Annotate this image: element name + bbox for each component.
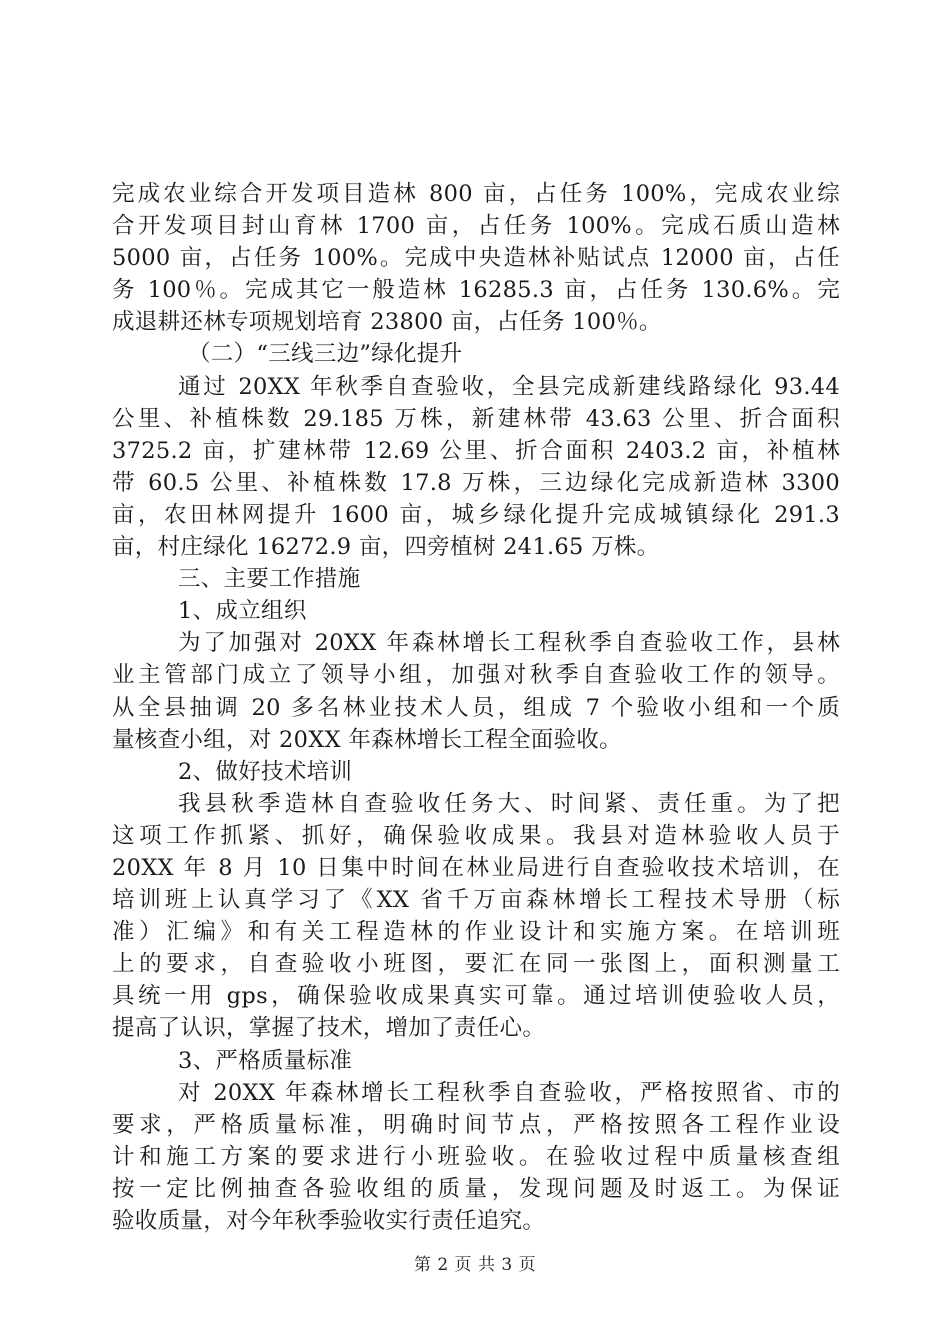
- text-line: 上的要求，自查验收小班图，要汇在同一张图上，面积测量工: [112, 951, 840, 978]
- text-line: 量核查小组，对 20XX 年森林增长工程全面验收。: [112, 726, 622, 753]
- text-line: 为了加强对 20XX 年森林增长工程秋季自查验收工作，县林: [178, 630, 840, 657]
- text-line: 亩，农田林网提升 1600 亩，城乡绿化提升完成城镇绿化 291.3: [112, 501, 840, 528]
- text-line: 5000 亩，占任务 100%。完成中央造林补贴试点 12000 亩，占任: [112, 245, 840, 272]
- section-heading: 三、主要工作措施: [178, 566, 361, 593]
- text-line: 提高了认识，掌握了技术，增加了责任心。: [112, 1015, 546, 1042]
- section-heading: （二）“三线三边”绿化提升: [188, 341, 463, 368]
- text-line: 计和施工方案的要求进行小班验收。在验收过程中质量核查组: [112, 1143, 840, 1170]
- text-line: 验收质量，对今年秋季验收实行责任追究。: [112, 1208, 546, 1234]
- text-line: 完成农业综合开发项目造林 800 亩，占任务 100%，完成农业综: [112, 181, 840, 207]
- text-line: 带 60.5 公里、补植株数 17.8 万株，三边绿化完成新造林 3300: [112, 469, 840, 496]
- text-line: 按一定比例抽查各验收组的质量，发现问题及时返工。为保证: [112, 1175, 840, 1202]
- text-line: 20XX 年 8 月 10 日集中时间在林业局进行自查验收技术培训，在: [112, 854, 840, 881]
- text-line: 通过 20XX 年秋季自查验收，全县完成新建线路绿化 93.44: [178, 373, 840, 400]
- text-line: 这项工作抓紧、抓好，确保验收成果。我县对造林验收人员于: [112, 822, 840, 849]
- text-line: 合开发项目封山育林 1700 亩，占任务 100%。完成石质山造林: [112, 213, 840, 240]
- text-line: 准）汇编》和有关工程造林的作业设计和实施方案。在培训班: [112, 919, 840, 946]
- text-line: 成退耕还林专项规划培育 23800 亩，占任务 100％。: [112, 309, 662, 336]
- subsection-heading: 3、严格质量标准: [178, 1047, 353, 1074]
- text-line: 要求，严格质量标准，明确时间节点，严格按照各工程作业设: [112, 1111, 840, 1138]
- page-footer: 第 2 页 共 3 页: [413, 1255, 537, 1275]
- text-line: 3725.2 亩，扩建林带 12.69 公里、折合面积 2403.2 亩，补植林: [112, 437, 840, 464]
- text-line: 亩，村庄绿化 16272.9 亩，四旁植树 241.65 万株。: [112, 534, 660, 561]
- text-line: 对 20XX 年森林增长工程秋季自查验收，严格按照省、市的: [178, 1079, 840, 1106]
- document-body: [112, 178, 840, 1237]
- subsection-heading: 1、成立组织: [178, 598, 307, 625]
- text-line: 我县秋季造林自查验收任务大、时间紧、责任重。为了把: [178, 790, 840, 817]
- text-line: 业主管部门成立了领导小组，加强对秋季自查验收工作的领导。: [112, 662, 840, 689]
- text-line: 具统一用 gps，确保验收成果真实可靠。通过培训使验收人员，: [112, 983, 840, 1010]
- text-line: 务 100％。完成其它一般造林 16285.3 亩，占任务 130.6%。完: [112, 277, 840, 304]
- subsection-heading: 2、做好技术培训: [178, 758, 353, 785]
- text-line: 公里、补植株数 29.185 万株，新建林带 43.63 公里、折合面积: [112, 405, 840, 432]
- text-line: 培训班上认真学习了《XX 省千万亩森林增长工程技术导册（标: [112, 887, 840, 914]
- text-line: 从全县抽调 20 多名林业技术人员，组成 7 个验收小组和一个质: [112, 694, 840, 721]
